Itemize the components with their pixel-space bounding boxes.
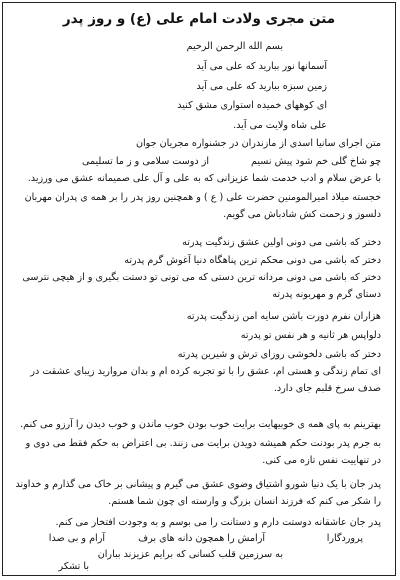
- poem-line-2: زمین سبزه ببارید که علی می آید: [196, 81, 327, 92]
- poem-line-4: علی شاه ولایت می آید.: [233, 120, 327, 131]
- prayer-right: پروردگارا: [326, 533, 363, 544]
- verse-3: دختر که باشی می دونی مردانه ترین دستی که می تونی تو دستت بگیری و از هیچی نترسی دستای گرم و مهربونه پدرته: [22, 272, 381, 300]
- poem-line-1: آسمانها نور ببارید که علی می آید: [196, 61, 327, 72]
- closing-4: پدر جان عاشقانه دوستت دارم و دستانت را می بوسم و به وجودت افتخار می کنم.: [55, 517, 381, 528]
- couplet-right: چو شاخ گلی خم شود پیش نسیم: [251, 156, 381, 167]
- verse-2: دختر که باشی می دونی محکم ترین پناهگاه دنیا آغوش گرم پدرته: [124, 255, 381, 266]
- document-title: متن مجری ولادت امام علی (ع) و روز پدر: [62, 11, 336, 27]
- poem-line-3: ای کوههای خمیده استواری مشق کنید: [177, 100, 327, 111]
- prayer-line-2: به سرزمین قلب کسانی که برایم عزیزند بباران: [97, 549, 283, 560]
- verse-5: دلواپس هر ثانیه و هر نفس تو پدرته: [240, 330, 381, 341]
- verse-1: دختر که باشی می دونی اولین عشق زندگیت پدرته: [182, 237, 381, 248]
- document-page: [2, 2, 396, 576]
- intro-line: متن اجرای سانیا اسدی از مازندران در جشنواره مجریان جوان: [135, 138, 381, 149]
- verse-6: دختر که باشی دلخوشی روزای ترش و شیرین پدرته: [177, 349, 381, 360]
- closing-1: بهترینم به پای همه ی خوبیهایت برایت خوب بودن خوب ماندن و خوب دیدن را آرزو می کنم.: [20, 419, 381, 430]
- verse-4: هزاران نفرم دورت باشن سایه امن زندگیت پدرته: [186, 311, 381, 322]
- closing-2: به جرم پدر بودنت حکم همیشه دویدن برایت می زنند. بی اعتراض به حکم فقط می دوی و در تنهاییت نفس تازه می کنی.: [25, 438, 381, 466]
- closing-3: پدر جان با یک دنیا شورو اشتیاق وضوی عشق می گیرم و پیشانی بر خاک می گذارم و خداوند را شکر می کنم که فرزند انسان بزرگ و وارسته ای چون شما هستم.: [15, 479, 381, 507]
- prayer-left: آرام و بی صدا: [48, 533, 105, 544]
- signoff: با تشکر: [58, 561, 89, 572]
- greeting-line: با عرض سلام و ادب خدمت شما عزیزانی که به علی و آل علی صمیمانه عشق می ورزید.: [27, 173, 381, 184]
- congrats-paragraph: خجسته میلاد امیرالمومنین حضرت علی ( ع ) و همچنین روز پدر را بر همه ی پدران مهربان دلسوز و زحمت کش شادباش می گویم.: [24, 192, 381, 220]
- couplet-left: از دوست سلامی و ز ما تسلیمی: [81, 156, 209, 167]
- bismillah: بسم الله الرحمن الرحیم: [186, 41, 283, 52]
- prayer-mid: آرامش را همچون دانه های برف: [138, 533, 265, 544]
- verse-7: ای تمام زندگی و هستی ام، عشق را با تو تجربه کرده ام و بدان مروارید زیبای عشقت در صدف سرخ قلبم جای دارد.: [30, 366, 381, 394]
